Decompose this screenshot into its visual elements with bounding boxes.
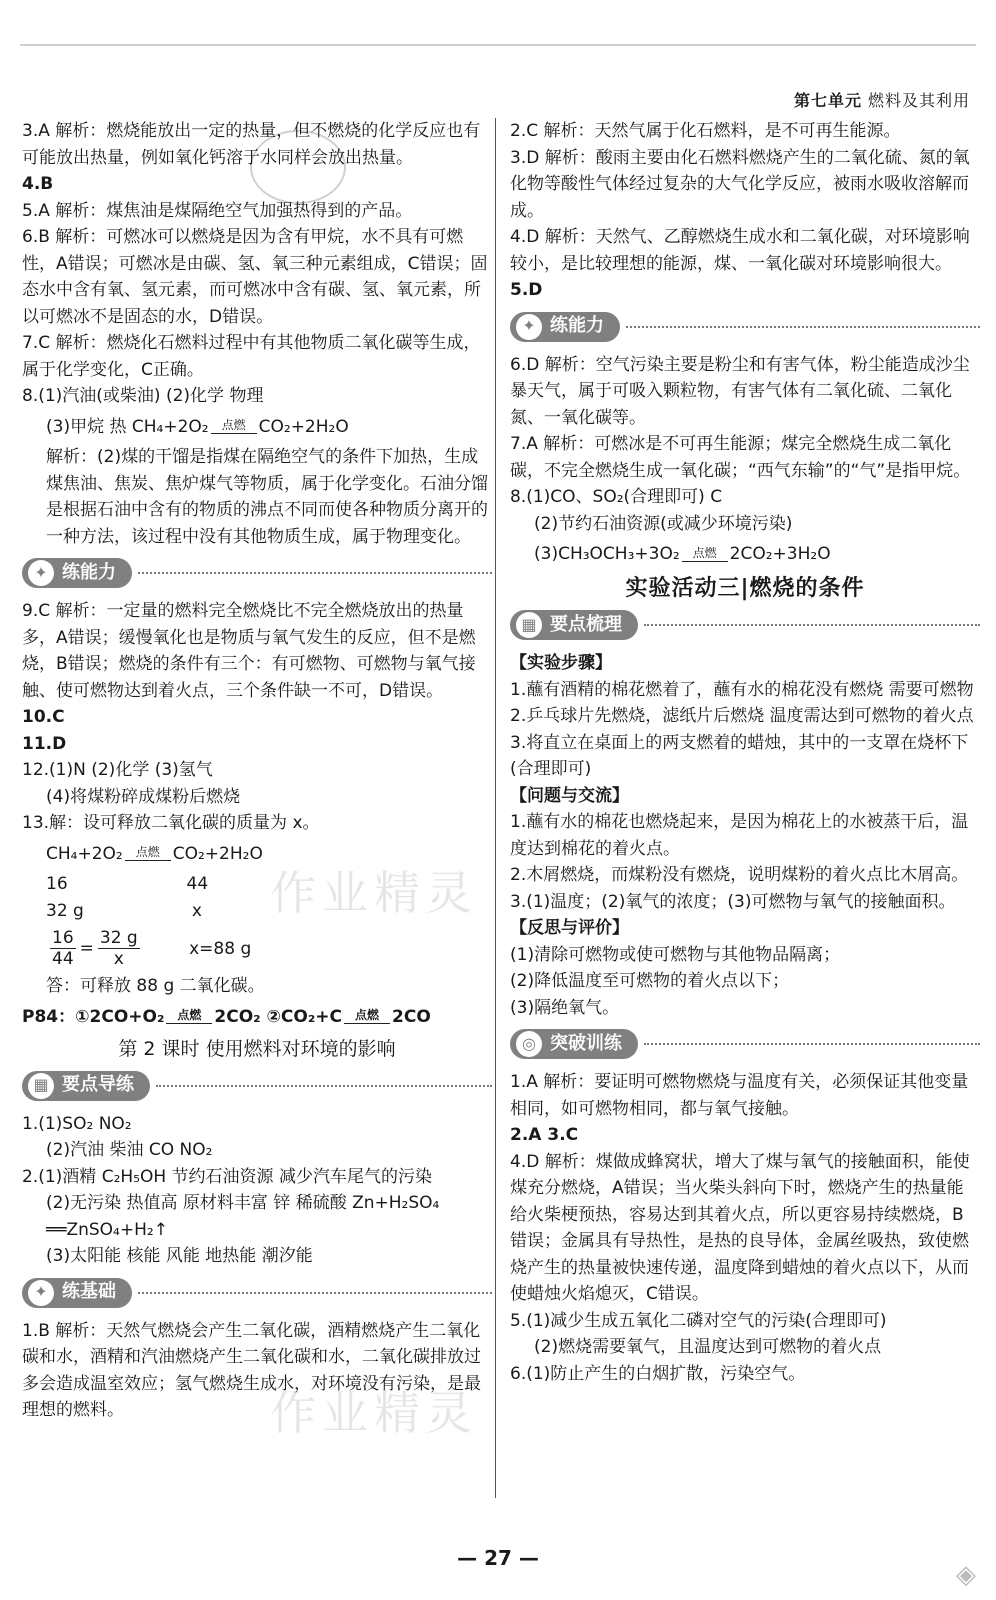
g4: 4.D 解析：煤做成蜂窝状，增大了煤与氧气的接触面积，能使煤充分燃烧，A错误；当火柴头斜向下时，燃烧产生的热量能给火柴梗预热，容易达到其着火点，所以更容易持续燃烧，B错误；金属具有导热性，是热的良导体，金属丝吸热，致使燃烧产生的热量被快速传递，温度降到蜡烛的着火点以下，从而使蜡烛火焰熄灭，C错误。 — [510, 1151, 970, 1304]
c8-eq-left: (3)CH₃OCH₃+3O₂ — [534, 544, 680, 564]
heading-questions: 【问题与交流】 — [510, 785, 629, 806]
column-divider — [495, 118, 496, 1498]
grid-icon: ▦ — [28, 1073, 54, 1099]
dotted-line — [644, 1043, 980, 1045]
b1-2: (2)汽油 柴油 CO NO₂ — [46, 1140, 213, 1160]
calc-eq-right: CO₂+2H₂O — [172, 843, 263, 864]
left-column — [22, 118, 492, 1424]
fraction-1: $\frac{16}{44}$ — [52, 928, 74, 969]
c7: 7.A 解析：可燃冰是不可再生能源；煤完全燃烧生成二氧化碳，不完全燃烧生成一氧化碳；“西气东输”的“气”是指甲烷。 — [510, 434, 971, 481]
grid-icon: ▦ — [516, 612, 542, 638]
c8-1: 8.(1)CO、SO₂(合理即可) C — [510, 487, 723, 507]
f1: (1)清除可燃物或使可燃物与其他物品隔离； — [510, 944, 841, 965]
b2-1: 2.(1)酒精 C₂H₅OH 节约石油资源 减少汽车尾气的污染 — [22, 1166, 432, 1187]
reaction-arrow — [211, 419, 257, 434]
target-icon: ◎ — [516, 1031, 542, 1057]
reaction-condition: 点燃 — [221, 418, 246, 432]
answer-12-2: (4)将煤粉碎成煤粉后燃烧 — [46, 786, 241, 807]
right-column — [510, 118, 980, 1387]
c8-eq-right: 2CO₂+3H₂O — [729, 544, 831, 564]
dotted-line — [138, 1292, 492, 1294]
heading-reflection: 【反思与评价】 — [510, 918, 629, 938]
c8-2: (2)节约石油资源(或减少环境污染) — [534, 513, 793, 534]
calc-arrow — [125, 846, 171, 861]
dotted-line — [156, 1085, 492, 1087]
answer-10: 10.C — [22, 707, 65, 727]
section-label: 要点梳理 — [550, 613, 622, 635]
g6: 6.(1)防止产生的白烟扩散，污染空气。 — [510, 1363, 806, 1384]
section-label: 要点导练 — [62, 1074, 134, 1096]
answer-4: 4.B — [22, 174, 54, 194]
c2: 2.C 解析：天然气属于化石燃料，是不可再生能源。 — [510, 121, 901, 141]
lesson-title: 第 2 课时 使用燃料对环境的影响 — [118, 1038, 396, 1060]
answer-9: 9.C 解析：一定量的燃料完全燃烧比不完全燃烧放出的热量多，A错误；缓慢氧化也是物质与氧气发生的反应，但不是燃烧，B错误；燃烧的条件有三个：有可燃物、可燃物与氧气接触、使可燃物达到着火点，三个条件缺一不可，D错误。 — [22, 601, 476, 701]
equation-right: CO₂+2H₂O — [258, 416, 349, 437]
section-pill — [510, 610, 638, 640]
c4: 4.D 解析：天然气、乙醇燃烧生成水和二氧化碳，对环境影响较小，是比较理想的能源，煤、一氧化碳对环境影响很大。 — [510, 227, 970, 274]
answer-13: 13.解：设可释放二氧化碳的质量为 x。 — [22, 813, 320, 833]
d1: 1.蘸有酒精的棉花燃着了，蘸有水的棉花没有燃烧 需要可燃物 — [510, 679, 974, 700]
watermark: 作业精灵 — [270, 866, 478, 920]
c8-3 — [510, 541, 980, 568]
e3: 3.(1)温度；(2)氧气的浓度；(3)可燃物与氧气的接触面积。 — [510, 891, 956, 912]
c3: 3.D 解析：酸雨主要由化石燃料燃烧产生的二氧化硫、氮的氧化物等酸性气体经过复杂的大气化学反应，被雨水吸收溶解而成。 — [510, 147, 970, 221]
c8-condition: 点燃 — [692, 545, 717, 560]
g2: 2.A 3.C — [510, 1125, 579, 1145]
answer-3: 3.A 解析：燃烧能放出一定的热量，但不燃烧的化学反应也有可能放出热量，例如氧化钙溶于水同样会放出热量。 — [22, 121, 481, 168]
calc-quantities: 32 g x — [46, 900, 202, 921]
runner-icon: ✦ — [516, 314, 542, 340]
runner-icon: ✦ — [28, 560, 54, 586]
section-pill — [510, 312, 620, 342]
c5: 5.D — [510, 280, 543, 300]
e1: 1.蘸有水的棉花也燃烧起来，是因为棉花上的水被蒸干后，温度达到棉花的着火点。 — [510, 812, 969, 859]
section-practice-ability — [22, 556, 492, 590]
section-practice-ability-2 — [510, 310, 980, 344]
corner-logo: ◈ — [956, 1559, 976, 1590]
answer-13-conclusion: 答：可释放 88 g 二氧化碳。 — [46, 976, 265, 996]
f3: (3)隔绝氧气。 — [510, 997, 620, 1018]
top-rule — [20, 44, 976, 46]
answer-6: 6.B 解析：可燃冰可以燃烧是因为含有甲烷，水不具有可燃性，A错误；可燃冰是由碳、氢、氧三种元素组成，C错误；固态水中含有氧、氢元素，而可燃冰中含有碳、氢、氧元素，所以可燃冰不是固态的水，D错误。 — [22, 227, 488, 327]
section-key-summary — [510, 608, 980, 642]
heading-steps: 【实验步骤】 — [510, 653, 612, 673]
d3: 3.将直立在桌面上的两支燃着的蜡烛，其中的一支罩在烧杯下(合理即可) — [510, 732, 969, 779]
calc-condition: 点燃 — [135, 845, 160, 859]
activity-title: 实验活动三|燃烧的条件 — [625, 575, 865, 601]
b2-2: (2)无污染 热值高 原材料丰富 锌 稀硫酸 Zn+H₂SO₄ ══ZnSO₄+H₂↑ — [46, 1193, 440, 1240]
calc-eq-left: CH₄+2O₂ — [46, 843, 123, 864]
g1: 1.A 解析：要证明可燃物燃烧与温度有关，必须保证其他变量相同，如可燃物相同，都与氧气接触。 — [510, 1072, 969, 1119]
c1: 1.B 解析：天然气燃烧会产生二氧化碳，酒精燃烧产生二氧化碳和水，酒精和汽油燃烧产生二氧化碳和水，二氧化碳排放过多会造成温室效应；氢气燃烧生成水，对环境没有污染，是最理想的燃料。 — [22, 1320, 481, 1420]
b1-1: 1.(1)SO₂ NO₂ — [22, 1113, 132, 1134]
c8-arrow — [682, 547, 728, 562]
c6: 6.D 解析：空气污染主要是粉尘和有害气体，粉尘能造成沙尘暴天气，属于可吸入颗粒物，有害气体有二氧化硫、二氧化氮、一氧化碳等。 — [510, 354, 970, 428]
dotted-line — [644, 624, 980, 626]
fraction-2: $\frac{32 g}{x}$ — [99, 928, 138, 969]
page-number: — 27 — — [457, 1546, 539, 1570]
calc-equation — [22, 841, 492, 868]
section-pill — [22, 1278, 132, 1308]
d2: 2.乒乓球片先燃烧，滤纸片后燃烧 温度需达到可燃物的着火点 — [510, 706, 974, 726]
calc-proportion: $\frac{16}{44}$ = $\frac{32 g}{x}$ x=88 g — [52, 928, 252, 969]
p84-equations: P84：①2CO+O₂ 点燃 2CO₂ ②CO₂+C 点燃 2CO — [22, 1006, 431, 1027]
section-breakthrough — [510, 1027, 980, 1061]
answer-11: 11.D — [22, 733, 67, 754]
calc-result: x=88 g — [189, 938, 252, 959]
b2-3: (3)太阳能 核能 风能 地热能 潮汐能 — [46, 1246, 313, 1266]
watermark-bottom: 作业精灵 — [270, 1386, 478, 1440]
section-practice-basic — [22, 1276, 492, 1310]
f2: (2)降低温度至可燃物的着火点以下； — [510, 971, 790, 991]
section-pill — [22, 558, 132, 588]
section-label: 练基础 — [62, 1281, 116, 1303]
answer-12-1: 12.(1)N (2)化学 (3)氢气 — [22, 760, 213, 780]
g5-1: 5.(1)减少生成五氧化二磷对空气的污染(合理即可) — [510, 1310, 887, 1331]
unit-subtitle: 燃料及其利用 — [867, 91, 970, 110]
answer-7: 7.C 解析：燃烧化石燃料过程中有其他物质二氧化碳等生成，属于化学变化，C正确。 — [22, 333, 481, 380]
section-label: 练能力 — [550, 315, 604, 337]
calc-masses: 16 44 — [46, 874, 209, 894]
section-label: 练能力 — [62, 561, 116, 583]
dotted-line — [626, 326, 980, 328]
section-pill — [22, 1071, 150, 1101]
runner-icon: ✦ — [28, 1280, 54, 1306]
section-pill — [510, 1029, 638, 1059]
answer-8-1: 8.(1)汽油(或柴油) (2)化学 物理 — [22, 386, 264, 406]
e2: 2.木屑燃烧，而煤粉没有燃烧，说明煤粉的着火点比木屑高。 — [510, 865, 969, 885]
answer-8-3 — [22, 414, 492, 441]
dotted-line — [138, 572, 492, 574]
answer-8-explanation: 解析：(2)煤的干馏是指煤在隔绝空气的条件下加热，生成煤焦油、焦炭、焦炉煤气等物质，属于化学变化。石油分馏是根据石油中含有的物质的沸点不同而使各种物质分离开的一种方法，该过程中没有其他物质生成，属于物理变化。 — [46, 447, 488, 547]
g5-2: (2)燃烧需要氧气，且温度达到可燃物的着火点 — [534, 1337, 882, 1357]
unit-title: 第七单元 — [793, 91, 862, 110]
section-key-points — [22, 1069, 492, 1103]
equation-left: (3)甲烷 热 CH₄+2O₂ — [46, 416, 209, 437]
section-label: 突破训练 — [550, 1032, 622, 1054]
answer-5: 5.A 解析：煤焦油是煤隔绝空气加强热得到的产品。 — [22, 200, 413, 221]
running-head — [794, 88, 970, 115]
